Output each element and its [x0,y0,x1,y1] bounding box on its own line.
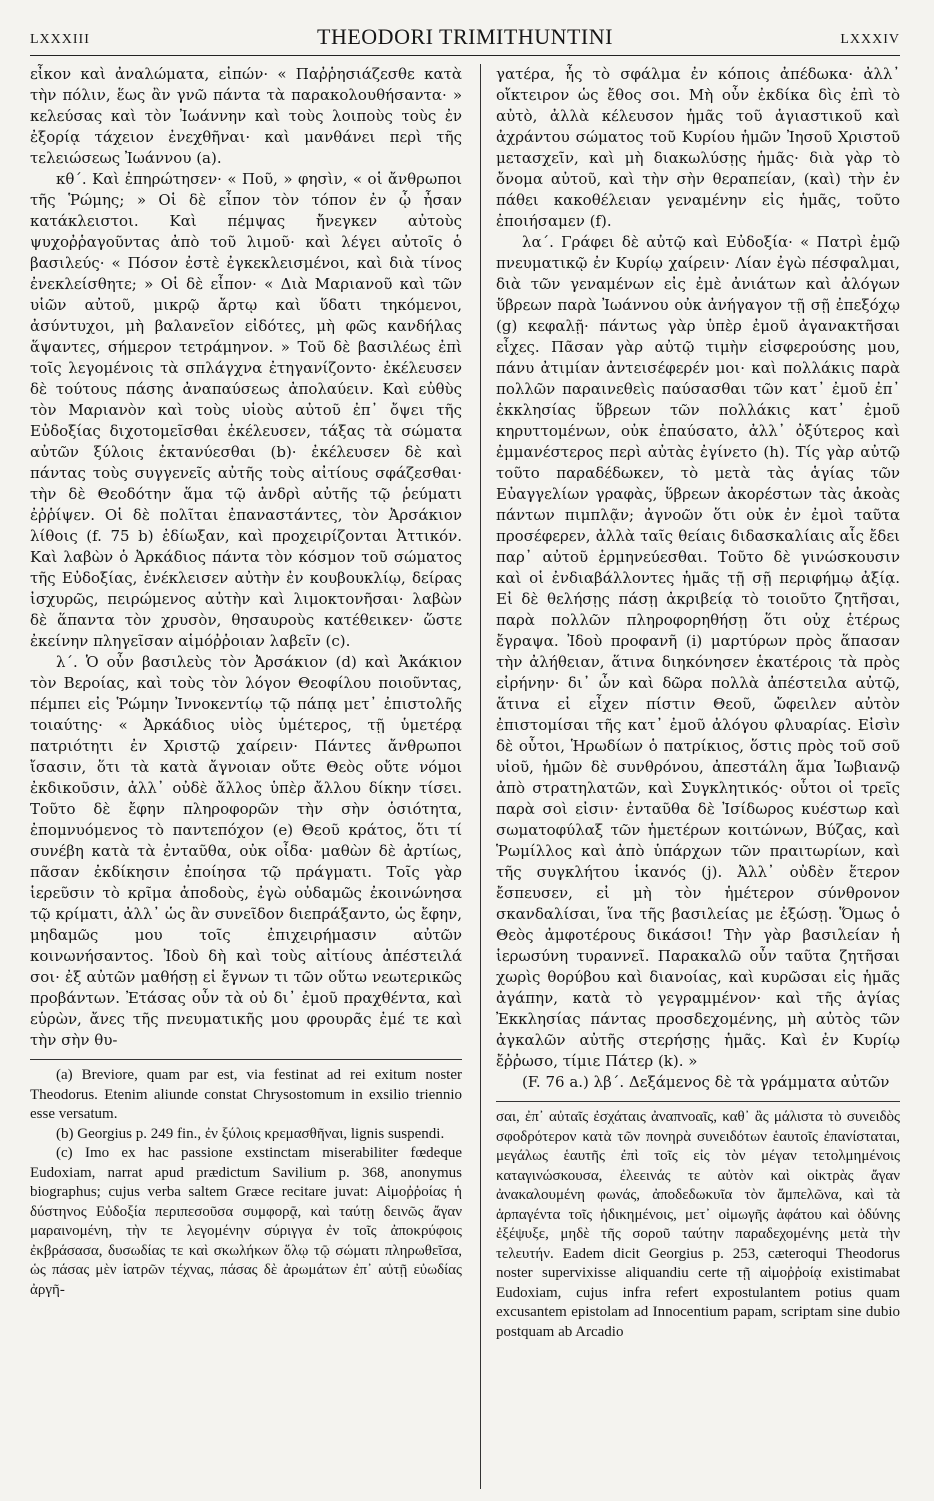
running-header [30,24,900,50]
left-column [30,64,462,1489]
footnote-rule [496,1101,900,1102]
header-rule [30,55,900,56]
footnote-rule [30,1059,462,1060]
page-number-right: LXXXIV [840,32,900,47]
page-number-left: LXXXIII [30,32,90,47]
text-paragraph: γατέρα, ἧς τὸ σφάλμα ἐν κόποις ἀπέδωκα· ἀλλ᾽ οἴκτειρον ὡς ἔθος σοι. Μὴ οὖν ἐκδίκα δὶς ἐπὶ τὸ αὐτὸ, ἀλλὰ κέλευσον ἡμᾶς τοῦ ἁγιαστικοῦ καὶ ἀχράντου σώματος τοῦ Κυρίου ἡμῶν Ἰησοῦ Χριστοῦ μετασχεῖν, καὶ μὴ διακωλύσῃς ἡμᾶς· διὰ γὰρ τὸ ὄνομα αὐτοῦ, καὶ τὴν σὴν θεραπείαν, (καὶ) τὴν ἐν πάθει κακοθέλειαν γεναμένην εἰς ἡμᾶς, τοῦτο ἐποιήσαμεν (f). [496,65,900,230]
text-paragraph-section-30: λ΄. Ὁ οὖν βασιλεὺς τὸν Ἀρσάκιον (d) καὶ Ἀκάκιον τὸν Βεροίας, καὶ τοὺς τὸν λόγον Θεοφίλου ποιοῦντας, πέμπει εἰς Ῥώμην Ἰννοκεντίῳ τῷ πάπᾳ μετ᾽ ἐπιστολῆς τοιαύτης· « Ἀρκάδιος υἱὸς ὑμέτερος, τῇ ὑμετέρᾳ πατριότητι ἐν Χριστῷ χαίρειν· Πάντες ἄνθρωποι ἴσασιν, ὅτι τὰ κατὰ ἄγνοιαν οὔτε Θεὸς οὔτε νόμοι ἐκδικοῦσιν, ἀλλ᾽ οὐδὲ ἄλλος ὑπὲρ ἄλλου δίκην τίσει. Τοῦτο δὲ ἔφην πληροφορῶν τὴν σὴν ὁσιότητα, ἐπομνυόμενος τὸ παντεπόχον (e) Θεοῦ κράτος, ὅτι τί συνέβη κατὰ τὰ ἐνταῦθα, οὐκ οἶδα· μαθὼν δὲ ἀρτίως, πᾶσαν ἐκδίκησιν ἐποίησα τῷ πράγματι. Τοῖς γὰρ ἱερεῦσιν τὸ κρῖμα ἀποδοὺς, ἐγὼ οὐδαμῶς ἐκοινώνησα τῷ κρίματι, ἀλλ᾽ ὡς ἂν συνεῖδον διεπράξαντο, ὡς ἔφην, μηδαμῶς μου τοῖς ἐπιχειρήμασιν αὐτῶν κοινωνήσαντος. Ἰδοὺ δὴ καὶ τοὺς αἰτίους ἀπέστειλά σοι· ἐξ αὐτῶν μαθήσῃ εἰ ἔγνων τι τῶν οὕτω νεωτερικῶς προβάντων. Ἐτάσας οὖν τὰ οὐ δι᾽ ἐμοῦ πραχθέντα, καὶ εὑρὼν, ἄνες τῆς πνευματικῆς μου φρουρᾶς ἐμέ τε καὶ τὴν σὴν θυ- [30,653,462,1049]
footnote-c-continued: σαι, ἐπ᾽ αὐταῖς ἐσχάταις ἀναπνοαῖς, καθ᾽ ἃς μάλιστα τὸ συνειδὸς σφοδρότερον κατὰ τῶν πονηρὰ συνειδότων ἑαυτοῖς ἐπανίσταται, μεγάλως ἑαυτῆς ἐπὶ τοῖς εἰς τὸν μέγαν τετολμημένοις καταγινώσκουσα, ἐλεεινάς τε αὐτὸν καὶ οἰκτρὰς ἄγαν ἀνακαλουμένη φωνάς, ἀποδεδωκυῖα τὸν ἄμπελῶνα, καὶ τὰ ἁρπαγέντα τοῖς ἠδικημένοις, μετ᾽ οἰμωγῆς ἀφάτου καὶ ὀδύνης ἐξέψυξε, μηδὲ τῆς σοροῦ ταύτην παραδεχομένης μετὰ τὴν τελευτήν. Eadem dicit Georgius p. 253, cæteroqui Theodorus noster supervixisse aliquandiu certe τῇ αἱμοῤῥοίᾳ existimabat Eudoxiam, cujus infra refert expostulantem potius quam excusantem epistolam ad Innocentium papam, scriptam sine dubio postquam ab Arcadio [496,1109,900,1340]
right-column [496,64,900,1489]
running-title: THEODORI TRIMITHUNTINI [317,24,613,49]
footnote-a: (a) Breviore, quam par est, via festinat ad rei exitum noster Theodorus. Etenim aliunde constat Chrysostomum in exsilio triennio esse versatum. [30,1067,462,1122]
footnote-b: (b) Georgius p. 249 fin., ἐν ξύλοις κρεμασθῆναι, lignis suspendi. [56,1125,445,1142]
text-paragraph: εἶκον καὶ ἀναλώματα, εἰπών· « Παῤῥησιάζεσθε κατὰ τὴν πόλιν, ἕως ἂν γνῶ πάντα τὰ παρακολουθήσαντα· » κελεύσας καὶ τὸν Ἰωάννην καὶ τοὺς λοιποὺς τοὺς ἐν ἐξορίᾳ τάχειον ἐνεχθῆναι· καὶ μανθάνει περὶ τῆς τελειώσεως Ἰωάννου (a). [30,65,462,167]
text-paragraph-section-29: κθ΄. Καὶ ἐπηρώτησεν· « Ποῦ, » φησὶν, « οἱ ἄνθρωποι τῆς Ῥώμης; » Οἱ δὲ εἶπον τὸν τόπον ἐν ᾧ ἦσαν κατάκλειστοι. Καὶ πέμψας ἤνεγκεν αὐτοὺς ψυχοῤῥαγοῦντας ἀπὸ τοῦ λιμοῦ· καὶ λέγει αὐτοῖς ὁ βασιλεύς· « Πόσον ἐστὲ ἐγκεκλεισμένοι, καὶ διὰ τίνος ἐνεκλείσθητε; » Οἱ δὲ εἶπον· « Διὰ Μαριανοῦ καὶ τῶν υἱῶν αὐτοῦ, μικρῷ ἄρτῳ καὶ ὕδατι τηκόμενοι, ἀσύντυχοι, μὴ βαλανεῖον εἰδότες, μὴ φῶς κανδήλας ἅψαντες, σήμερον τετράμηνον. » Τοῦ δὲ βασιλέως ἐπὶ τοῖς λεγομένοις τὰ σπλάγχνα ἐτηγανίζοντο· ἐκέλευσεν δὲ τούτους πάσης ἀναπαύσεως ἀπολαύειν. Καὶ εὐθὺς τὸν Μαριανὸν καὶ τοὺς υἱοὺς αὐτοῦ ἐπ᾽ ὄψει τῆς Εὐδοξίας διχοτομεῖσθαι ἐκέλευσεν, τάξας τὰ σώματα αὐτῶν ξύλοις ἐκτανύεσθαι (b)· ἐκέλευσεν δὲ καὶ πάντας τοὺς συγγενεῖς αὐτῆς τοὺς αἰτίους σφάζεσθαι· τὴν δὲ Θεοδότην ἅμα τῷ ἀνδρὶ αὐτῆς τῷ ῥεύματι ἐῤῥίψεν. Οἱ δὲ πολῖται ἐπαναστάντες, τὸν Ἀρσάκιον λίθοις (f. 75 b) ἐδίωξαν, καὶ προχειρίζονται Ἀττικόν. Καὶ λαβὼν ὁ Ἀρκάδιος πάντα τὸν κόσμον τοῦ σώματος τῆς Εὐδοξίας, ἐνέκλεισεν αὐτὴν ἐν κουβουκλίῳ, δείρας ἰσχυρῶς, πειρώμενος αὐτὴν καὶ λιμοκτονῆσαι· λαβὼν δὲ ἅπαντα τὸν χρυσὸν, θησαυροὺς κατέθεικεν· ὥστε ἐκείνην πληγεῖσαν αἱμόῤῥοιαν λαβεῖν (c). [30,170,462,650]
text-paragraph-section-32: (F. 76 a.) λβ΄. Δεξάμενος δὲ τὰ γράμματα αὐτῶν [522,1073,890,1091]
column-divider [480,64,481,1489]
text-paragraph-section-31: λα΄. Γράφει δὲ αὐτῷ καὶ Εὐδοξία· « Πατρὶ ἐμῷ πνευματικῷ ἐν Κυρίῳ χαίρειν· Λίαν ἐγὼ πέσφαλμαι, διὰ τῶν γεναμένων εἰς ἐμὲ ἀνιάτων καὶ ἀλόγων ὕβρεων παρὰ Ἰωάννου οὐκ ἀνήγαγον τῇ σῇ ἐπεξόχῳ (g) κεφαλῇ· πάντως γὰρ ὑπὲρ ἐμοῦ ἀγανακτῆσαι εἶχες. Πᾶσαν γὰρ αὐτῷ τιμὴν εἰσφερούσης μου, πάνυ ἀτιμίαν ἀντεισέφερέν μοι· καὶ πολλάκις παρὰ πολλῶν παραινεθεὶς παύσασθαι τῶν κατ᾽ ἐμοῦ ἐπ᾽ ἐκκλησίας ὕβρεων τῶν πολλάκις κατ᾽ ἐμοῦ κηρυττομένων, οὐκ ἐπαύσατο, ἀλλ᾽ ὀξύτερος καὶ ἐμμανέστερος περὶ αὐτὰς ἐγίνετο (h). Τίς γὰρ αὐτῷ τοῦτο παραδέδωκεν, τὸ μετὰ τὰς ἁγίας τῶν Εὐαγγελίων γραφὰς, ὕβρεων ἀκορέστων τὰς ἀκοὰς πάντων πιμπλᾷν; ἀγνοῶν ὅτι οὐκ ἐν ἐμοὶ ταῦτα προσέφερεν, ἀλλὰ ταῖς θείαις διδασκαλίαις αἷς ἔδει παρ᾽ αὐτοῦ ἑρμηνεύεσθαι. Τοῦτο δὲ γινώσκουσιν καὶ οἱ ἐνδιαβάλλοντες ἡμᾶς τῇ σῇ περιφήμῳ ἀξίᾳ. Εἰ δὲ θελήσῃς πάσῃ ἀκριβείᾳ τὸ τοιοῦτο ζητῆσαι, παρὰ πολλῶν πληροφορηθήσῃ ὅτι οὐχ ἑτέρως ἔγραψα. Ἰδοὺ προφανῆ (i) μαρτύρων πρὸς ἅπασαν τὴν ἀλήθειαν, ἅτινα διηκόνησεν ἑκατέροις τὰ πρὸς εἰρήνην· δι᾽ ὧν καὶ δῶρα πολλὰ ἀπέστειλα αὐτῷ, ἅτινα εἰ εἶχεν πίστιν Θεοῦ, ὤφειλεν αὐτὸν ἐπιστομίσαι τῆς κατ᾽ ἐμοῦ ἀλόγου φλυαρίας. Εἰσὶν δὲ οὗτοι, Ἡρωδίων ὁ πατρίκιος, ὅστις πρὸς τοῦ σοῦ υἱοῦ, ἡμῶν δὲ συνθρόνου, ἀπεστάλη ἅμα Ἰωβιανῷ ἀπὸ στρατηλατῶν, καὶ Συγκλητικός· οὗτοι οἱ τρεῖς παρὰ σοὶ εἰσιν· ἐνταῦθα δὲ Ἰσίδωρος κυέστωρ καὶ σωματοφύλαξ τῶν ἡμετέρων κοιτώνων, Βύζας, καὶ Ῥωμίλλος καὶ ἀπὸ ὑπάρχων τῶν πραιτωρίων, καὶ τῆς συγκλήτου ἱκανός (j). Ἀλλ᾽ οὐδὲν ἕτερον ἔσπευσεν, εἰ μὴ τὸν ἡμέτερον σύνθρονον σκανδαλίσαι, ἵνα τῆς βασιλείας με ἐξώσῃ. Ὅμως ὁ Θεὸς ἀμφοτέρους δικάσοι! Τὴν γὰρ βασιλείαν ἡ ἱερωσύνη τυραννεῖ. Παρακαλῶ οὖν ταῦτα ζητῆσαι χωρὶς θορύβου καὶ διανοίας, καὶ κυρῶσαι εἰς ἡμᾶς ἀγάπην, κατὰ τὸ γεγραμμένον· καὶ τῆς ἁγίας Ἐκκλησίας πάντας προσδεχομένης, μὴ αὐτὸς τῶν ἀγκαλῶν αὐτῆς στερήσῃς ἡμᾶς. Καὶ ἐν Κυρίῳ ἔῤῥωσο, τίμιε Πάτερ (k). » [496,233,900,1070]
footnote-c: (c) Imo ex hac passione exstinctam miserabiliter fœdeque Eudoxiam, narrat apud prædictum Savilium p. 368, anonymus biographus; cujus verba saltem Græce recitare juvat: Αἱμοῤῥοίας ἡ δύστηνος Εὐδοξία περιπεσοῦσα συμφορᾷ, καὶ ταύτῃ δεινῶς ἄγαν μαραινομένη, τὴν τε λεγομένην σύριγγα ἐν τοῖς ἀποκρύφοις ἐκβράσασα, δυσωδίας τε καὶ σκωλήκων ὅλῳ τῷ σώματι πληρωθεῖσα, ὡς πάσας μὲν ἰατρῶν τέχνας, πάσας δὲ ἀρωμάτων ἐπ᾽ αὐτῇ εὐωδίας ἀργῆ- [30,1145,462,1298]
footnotes-continued [496,1108,900,1342]
footnotes [30,1066,462,1300]
